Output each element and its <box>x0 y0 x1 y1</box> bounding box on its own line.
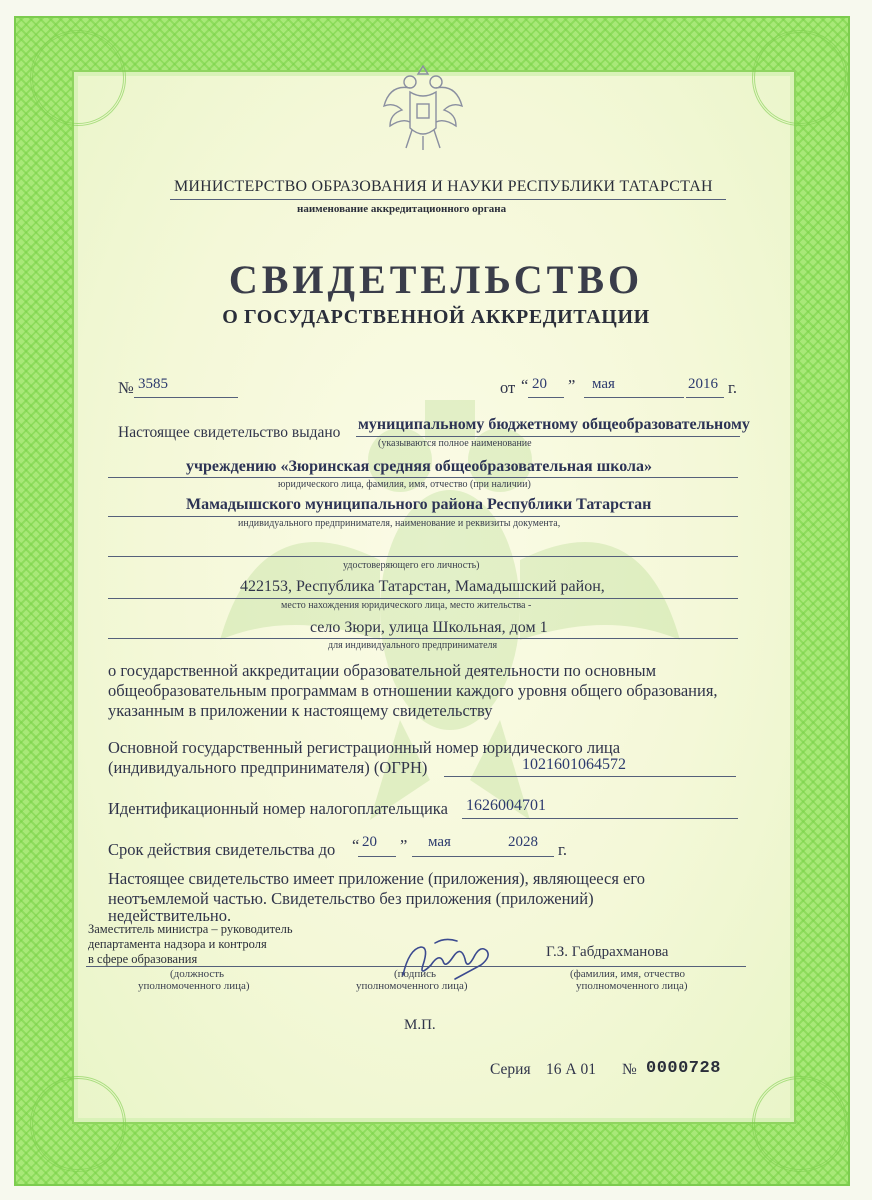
holder-underline4 <box>108 556 738 557</box>
caption-entrepreneur-address: для индивидуального предпринимателя <box>328 640 498 651</box>
caption-name-line1: (фамилия, имя, отчество <box>570 968 686 980</box>
signatory-position-line2: департамента надзора и контроля <box>88 937 267 951</box>
handwritten-signature-icon <box>395 935 495 990</box>
signatory-name: Г.З. Габдрахманова <box>546 944 669 960</box>
holder-name-line1: муниципальному бюджетному общеобразовательному <box>358 416 750 433</box>
caption-position-line2: уполномоченного лица) <box>138 980 250 992</box>
year-underline <box>686 397 724 398</box>
stamp-place: М.П. <box>404 1017 436 1033</box>
caption-entrepreneur: индивидуального предпринимателя, наименование и реквизиты документа, <box>238 518 561 529</box>
accreditation-line3: указанным в приложении к настоящему свидетельству <box>108 701 493 720</box>
address-line2: село Зюри, улица Школьная, дом 1 <box>310 619 548 636</box>
caption-full-name: (указываются полное наименование <box>378 438 532 449</box>
inn-value: 1626004701 <box>466 797 546 814</box>
validity-quote-close: ” <box>400 836 408 855</box>
address-underline2 <box>108 638 738 639</box>
caption-signature-line1: (подпись <box>394 968 437 980</box>
signatory-position-line3: в сфере образования <box>88 952 198 966</box>
appendix-line3: недействительно. <box>108 906 232 925</box>
issuing-authority: МИНИСТЕРСТВО ОБРАЗОВАНИЯ И НАУКИ РЕСПУБЛИКИ ТАТАРСТАН <box>174 178 713 195</box>
date-quote-open: “ <box>521 376 529 395</box>
caption-location: место нахождения юридического лица, место жительства - <box>281 600 532 611</box>
issue-year: 2016 <box>688 376 718 392</box>
series-number-label: № <box>622 1061 637 1078</box>
caption-legal-entity: юридического лица, фамилия, имя, отчество (при наличии) <box>278 479 531 490</box>
issue-day: 20 <box>532 376 547 392</box>
corner-ornament <box>752 1076 848 1172</box>
day-underline <box>528 397 564 398</box>
validity-label: Срок действия свидетельства до <box>108 840 336 859</box>
number-label: № <box>118 378 134 397</box>
caption-position-line1: (должность <box>170 968 225 980</box>
signatory-position-line1: Заместитель министра – руководитель <box>88 922 293 936</box>
document-title: СВИДЕТЕЛЬСТВО <box>228 257 644 302</box>
ogrn-label-line1: Основной государственный регистрационный номер юридического лица <box>108 738 621 757</box>
certificate-number: 3585 <box>138 376 168 392</box>
corner-ornament <box>30 1076 126 1172</box>
address-underline1 <box>108 598 738 599</box>
month-underline <box>584 397 684 398</box>
caption-name-line2: уполномоченного лица) <box>576 980 688 992</box>
holder-name-line3: Мамадышского муниципального района Республики Татарстан <box>186 496 652 513</box>
authority-underline <box>170 199 726 200</box>
number-underline <box>134 397 238 398</box>
caption-identity: удостоверяющего его личность) <box>343 560 480 571</box>
ogrn-value: 1021601064572 <box>522 756 626 773</box>
validity-year-underline <box>506 856 554 857</box>
inn-label: Идентификационный номер налогоплательщика <box>108 799 448 818</box>
validity-quote-open: “ <box>352 836 360 855</box>
issued-to-label: Настоящее свидетельство выдано <box>118 424 341 441</box>
validity-day: 20 <box>362 834 377 850</box>
date-from-label: от <box>500 378 516 397</box>
series-label: Серия <box>490 1061 531 1078</box>
appendix-line2: неотъемлемой частью. Свидетельство без приложения (приложений) <box>108 889 594 908</box>
validity-month-underline <box>412 856 510 857</box>
document-subtitle: О ГОСУДАРСТВЕННОЙ АККРЕДИТАЦИИ <box>222 306 650 328</box>
appendix-line1: Настоящее свидетельство имеет приложение (приложения), являющееся его <box>108 869 645 888</box>
validity-year-suffix: г. <box>558 840 568 859</box>
holder-name-line2: учреждению «Зюринская средняя общеобразовательная школа» <box>186 458 652 475</box>
corner-ornament <box>30 30 126 126</box>
issue-month: мая <box>592 376 615 392</box>
validity-month: мая <box>428 834 451 850</box>
authority-caption: наименование аккредитационного органа <box>297 203 507 215</box>
ogrn-underline <box>444 776 736 777</box>
holder-underline3 <box>108 516 738 517</box>
validity-year: 2028 <box>508 834 538 850</box>
validity-day-underline <box>358 856 396 857</box>
date-quote-close: ” <box>568 376 576 395</box>
caption-signature-line2: уполномоченного лица) <box>356 980 468 992</box>
year-suffix: г. <box>728 378 738 397</box>
address-line1: 422153, Республика Татарстан, Мамадышский район, <box>240 578 605 595</box>
accreditation-line2: общеобразовательным программам в отношении каждого уровня общего образования, <box>108 681 718 700</box>
inn-underline <box>462 818 738 819</box>
corner-ornament <box>752 30 848 126</box>
holder-underline2 <box>108 477 738 478</box>
coat-of-arms-icon <box>380 62 466 154</box>
ogrn-label-line2: (индивидуального предпринимателя) (ОГРН) <box>108 758 428 777</box>
accreditation-line1: о государственной аккредитации образовательной деятельности по основным <box>108 661 657 680</box>
series-value: 16 А 01 <box>546 1061 596 1078</box>
holder-underline1 <box>356 436 740 437</box>
blank-number: 0000728 <box>646 1059 721 1078</box>
